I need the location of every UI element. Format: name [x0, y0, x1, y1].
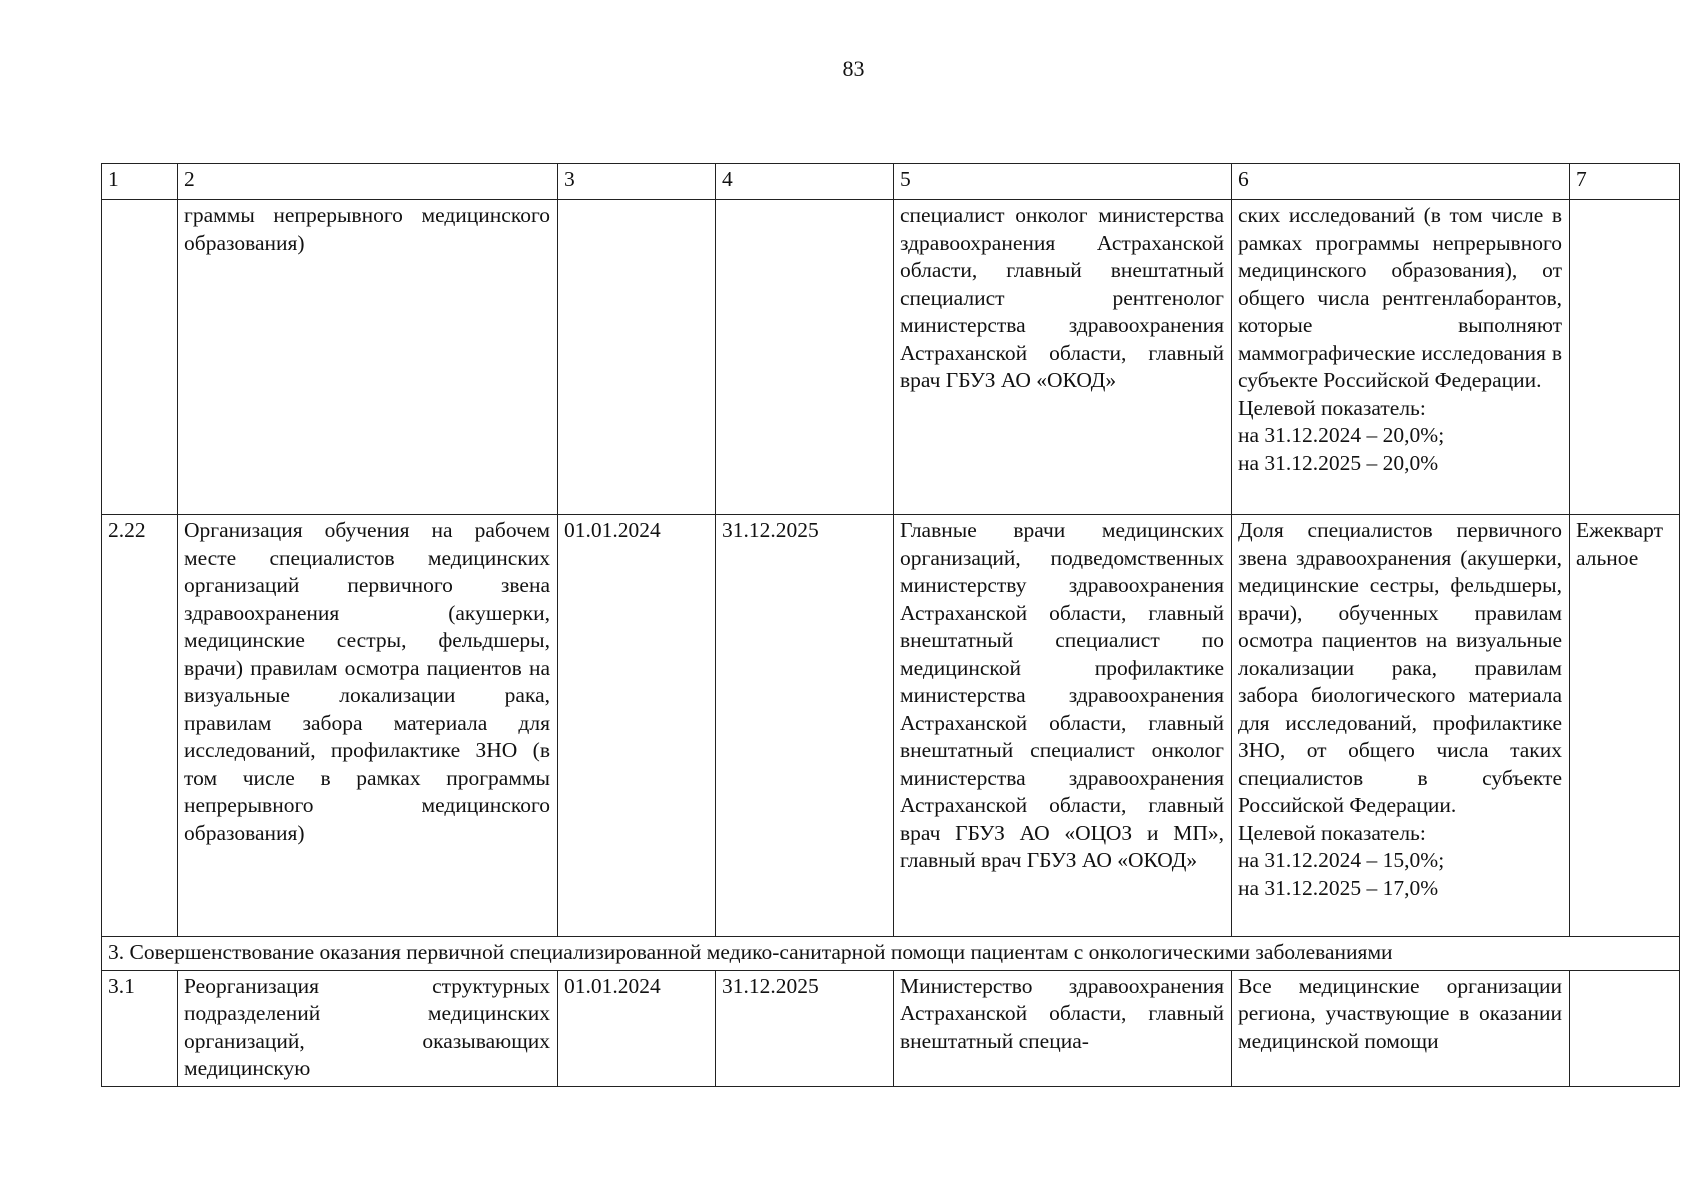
column-header: 1 [102, 164, 178, 200]
column-header: 4 [716, 164, 894, 200]
start-date-cell: 01.01.2024 [558, 970, 716, 1086]
column-header: 6 [1232, 164, 1570, 200]
target-value: на 31.12.2024 – 15,0%; [1238, 848, 1445, 872]
measure-cell: граммы непрерывного медицинского образования) [178, 200, 558, 515]
end-date-cell: 31.12.2025 [716, 515, 894, 937]
start-date-cell: 01.01.2024 [558, 515, 716, 937]
measure-cell: Реорганизация структурных подразделений медицинских организаций, оказывающих медицинскую [178, 970, 558, 1086]
column-header: 3 [558, 164, 716, 200]
measure-cell: Организация обучения на рабочем месте специалистов медицинских организаций первичного звена здравоохранения (акушерки, медицинские сестры, фельдшеры, врачи) правилам осмотра пациентов на визуальные локализации рака, правилам забора материала для исследований, профилактике ЗНО (в том числе в рамках программы непрерывного медицинского образования) [178, 515, 558, 937]
end-date-cell: 31.12.2025 [716, 970, 894, 1086]
start-date-cell [558, 200, 716, 515]
result-text: Доля специалистов первичного звена здравоохранения (акушерки, медицинские сестры, фельдшеры, врачи), обученных правилам осмотра пациентов на визуальные локализации рака, правилам забора биологического материала для исследований, профилактике ЗНО, от общего числа таких специалистов в субъекте Российской Федерации. [1238, 518, 1562, 817]
frequency-cell [1570, 200, 1680, 515]
result-cell: Все медицинские организации региона, участвующие в оказании медицинской помощи [1232, 970, 1570, 1086]
target-value: на 31.12.2024 – 20,0%; [1238, 423, 1445, 447]
section-header-row [102, 937, 1680, 971]
row-number: 3.1 [102, 970, 178, 1086]
table-row [102, 200, 1680, 515]
result-cell [1232, 515, 1570, 937]
table-row [102, 515, 1680, 937]
end-date-cell [716, 200, 894, 515]
row-number: 2.22 [102, 515, 178, 937]
result-text: ских исследований (в том числе в рамках программы непрерывного медицинского образования), от общего числа рентгенлаборантов, которые выполняют маммографические исследования в субъекте Российской Федерации. [1238, 203, 1562, 392]
target-label: Целевой показатель: [1238, 820, 1426, 845]
result-cell [1232, 200, 1570, 515]
column-header-row [102, 164, 1680, 200]
target-label: Целевой показатель: [1238, 395, 1426, 420]
page-number: 83 [842, 56, 865, 81]
row-number [102, 200, 178, 515]
target-value: на 31.12.2025 – 20,0% [1238, 450, 1439, 475]
column-header: 2 [178, 164, 558, 200]
responsible-cell: Министерство здравоохранения Астраханской области, главный внештатный специа- [894, 970, 1232, 1086]
responsible-cell: специалист онколог министерства здравоохранения Астраханской области, главный внештатный специалист рентгенолог министерства здравоохранения Астраханской области, главный врач ГБУЗ АО «ОКОД» [894, 200, 1232, 515]
responsible-cell: Главные врачи медицинских организаций, подведомственных министерству здравоохранения Астраханской области, главный внештатный специалист по медицинской профилактике министерства здравоохранения Астраханской области, главный внештатный специалист онколог министерства здравоохранения Астраханской области, главный врач ГБУЗ АО «ОЦОЗ и МП», главный врач ГБУЗ АО «ОКОД» [894, 515, 1232, 937]
column-header: 7 [1570, 164, 1680, 200]
frequency-cell: Ежеквартальное [1570, 515, 1680, 937]
column-header: 5 [894, 164, 1232, 200]
target-value: на 31.12.2025 – 17,0% [1238, 875, 1439, 900]
table-row [102, 970, 1680, 1086]
section-title: 3. Совершенствование оказания первичной специализированной медико-санитарной помощи пациентам с онкологическими заболеваниями [102, 937, 1680, 971]
plan-table [101, 163, 1680, 1087]
frequency-cell [1570, 970, 1680, 1086]
